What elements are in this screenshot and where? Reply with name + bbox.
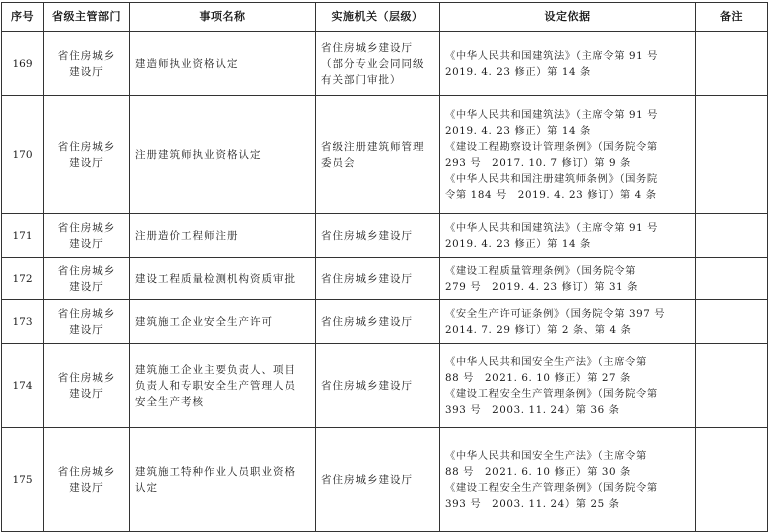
cell-basis-line: 《中华人民共和国建筑法》（主席令第 91 号	[445, 221, 659, 234]
cell-agency	[316, 32, 440, 96]
table-row	[2, 214, 768, 258]
header-basis: 设定依据	[440, 3, 696, 32]
cell-agency	[316, 258, 440, 300]
cell-agency-line: 省住房城乡建设厅	[321, 315, 413, 328]
cell-basis-line: 《中华人民共和国注册建筑师条例》（国务院	[445, 172, 658, 185]
cell-basis-line: 88 号 2021. 6. 10 修正）第 30 条	[445, 465, 631, 478]
cell-dept-line: 建设厅	[69, 481, 104, 494]
cell-basis	[440, 344, 696, 428]
table-row	[2, 428, 768, 532]
cell-agency-line: 有关部门审批）	[321, 73, 402, 86]
cell-agency-line: 省住房城乡建设厅	[321, 41, 413, 54]
cell-item-line: 建筑施工特种作业人员职业资格	[135, 465, 296, 478]
cell-basis-line: 2019. 4. 23 修正）第 14 条	[445, 237, 591, 250]
cell-item-line: 安全生产考核	[135, 395, 204, 408]
header-dept: 省级主管部门	[44, 3, 130, 32]
cell-remark	[696, 344, 768, 428]
cell-item-line: 建设工程质量检测机构资质审批	[135, 272, 296, 285]
cell-dept-line: 建设厅	[69, 387, 104, 400]
cell-item-line: 注册造价工程师注册	[135, 229, 239, 242]
header-item: 事项名称	[130, 3, 316, 32]
cell-basis-line: 2019. 4. 23 修正）第 14 条	[445, 124, 591, 137]
cell-basis	[440, 300, 696, 344]
cell-dept-line: 省住房城乡	[57, 465, 116, 478]
table-header-row	[2, 3, 768, 32]
cell-item	[130, 96, 316, 214]
cell-remark	[696, 214, 768, 258]
table-body	[2, 32, 768, 532]
cell-agency	[316, 344, 440, 428]
cell-basis-line: 393 号 2003. 11. 24）第 25 条	[445, 497, 620, 510]
cell-agency	[316, 96, 440, 214]
cell-item-line: 建筑施工企业主要负责人、项目	[135, 363, 296, 376]
cell-remark	[696, 32, 768, 96]
cell-basis	[440, 96, 696, 214]
cell-basis-line: 393 号 2003. 11. 24）第 36 条	[445, 403, 620, 416]
cell-remark	[696, 300, 768, 344]
cell-item	[130, 32, 316, 96]
header-agency: 实施机关（层级）	[316, 3, 440, 32]
table-row	[2, 96, 768, 214]
cell-agency	[316, 428, 440, 532]
header-seq: 序号	[2, 3, 44, 32]
cell-dept-line: 省住房城乡	[57, 49, 116, 62]
cell-basis-line: 《建设工程安全生产管理条例》（国务院令第	[445, 387, 658, 400]
cell-seq: 171	[2, 214, 44, 258]
cell-basis-line: 2019. 4. 23 修正）第 14 条	[445, 65, 591, 78]
cell-dept	[44, 300, 130, 344]
cell-agency-line: 委员会	[321, 156, 356, 169]
cell-dept-line: 建设厅	[69, 237, 104, 250]
cell-basis	[440, 428, 696, 532]
cell-dept-line: 省住房城乡	[57, 140, 116, 153]
header-remark: 备注	[696, 3, 768, 32]
cell-basis-line: 293 号 2017. 10. 7 修订）第 9 条	[445, 156, 631, 169]
cell-basis-line: 《中华人民共和国安全生产法》（主席令第	[445, 355, 647, 368]
table-row	[2, 32, 768, 96]
cell-item-line: 建造师执业资格认定	[135, 57, 239, 70]
cell-basis-line: 《中华人民共和国建筑法》（主席令第 91 号	[445, 49, 659, 62]
cell-item	[130, 258, 316, 300]
cell-basis-line: 2014. 7. 29 修订）第 2 条、第 4 条	[445, 323, 632, 336]
cell-basis-line: 《中华人民共和国安全生产法》（主席令第	[445, 449, 647, 462]
table-row	[2, 300, 768, 344]
cell-dept-line: 省住房城乡	[57, 221, 116, 234]
cell-seq: 174	[2, 344, 44, 428]
cell-dept-line: 省住房城乡	[57, 371, 116, 384]
cell-item-line: 认定	[135, 481, 158, 494]
cell-agency-line: 省住房城乡建设厅	[321, 473, 413, 486]
cell-agency	[316, 300, 440, 344]
cell-agency-line: 省住房城乡建设厅	[321, 229, 413, 242]
cell-dept	[44, 96, 130, 214]
cell-item	[130, 214, 316, 258]
cell-basis-line: 《建设工程勘察设计管理条例》（国务院令第	[445, 140, 658, 153]
cell-dept-line: 建设厅	[69, 65, 104, 78]
cell-dept	[44, 258, 130, 300]
cell-item	[130, 428, 316, 532]
cell-dept	[44, 428, 130, 532]
cell-seq: 175	[2, 428, 44, 532]
cell-dept-line: 建设厅	[69, 280, 104, 293]
cell-item-line: 注册建筑师执业资格认定	[135, 148, 262, 161]
cell-seq: 173	[2, 300, 44, 344]
cell-basis-line: 《建设工程质量管理条例》（国务院令第	[445, 264, 636, 277]
cell-item-line: 建筑施工企业安全生产许可	[135, 315, 273, 328]
cell-item-line: 负责人和专职安全生产管理人员	[135, 379, 296, 392]
cell-dept-line: 建设厅	[69, 156, 104, 169]
cell-dept-line: 省住房城乡	[57, 307, 116, 320]
cell-basis-line: 令第 184 号 2019. 4. 23 修订）第 4 条	[445, 188, 657, 201]
cell-remark	[696, 258, 768, 300]
cell-item	[130, 344, 316, 428]
cell-seq: 172	[2, 258, 44, 300]
cell-agency-line: 省级注册建筑师管理	[321, 140, 425, 153]
cell-dept-line: 省住房城乡	[57, 264, 116, 277]
cell-agency-line: （部分专业会同同级	[321, 57, 425, 70]
cell-seq: 169	[2, 32, 44, 96]
table-row	[2, 258, 768, 300]
cell-seq: 170	[2, 96, 44, 214]
cell-basis-line: 《安全生产许可证条例》（国务院令第 397 号	[445, 307, 666, 320]
cell-dept	[44, 344, 130, 428]
cell-basis-line: 《建设工程安全生产管理条例》（国务院令第	[445, 481, 658, 494]
table-row	[2, 344, 768, 428]
cell-basis-line: 《中华人民共和国建筑法》（主席令第 91 号	[445, 108, 659, 121]
cell-basis-line: 88 号 2021. 6. 10 修正）第 27 条	[445, 371, 631, 384]
cell-basis	[440, 258, 696, 300]
cell-dept	[44, 214, 130, 258]
cell-remark	[696, 96, 768, 214]
cell-agency	[316, 214, 440, 258]
cell-basis	[440, 214, 696, 258]
cell-dept-line: 建设厅	[69, 323, 104, 336]
cell-item	[130, 300, 316, 344]
approval-items-table	[1, 2, 768, 532]
cell-agency-line: 省住房城乡建设厅	[321, 272, 413, 285]
cell-remark	[696, 428, 768, 532]
cell-agency-line: 省住房城乡建设厅	[321, 379, 413, 392]
cell-basis-line: 279 号 2019. 4. 23 修订）第 31 条	[445, 280, 639, 293]
cell-dept	[44, 32, 130, 96]
cell-basis	[440, 32, 696, 96]
